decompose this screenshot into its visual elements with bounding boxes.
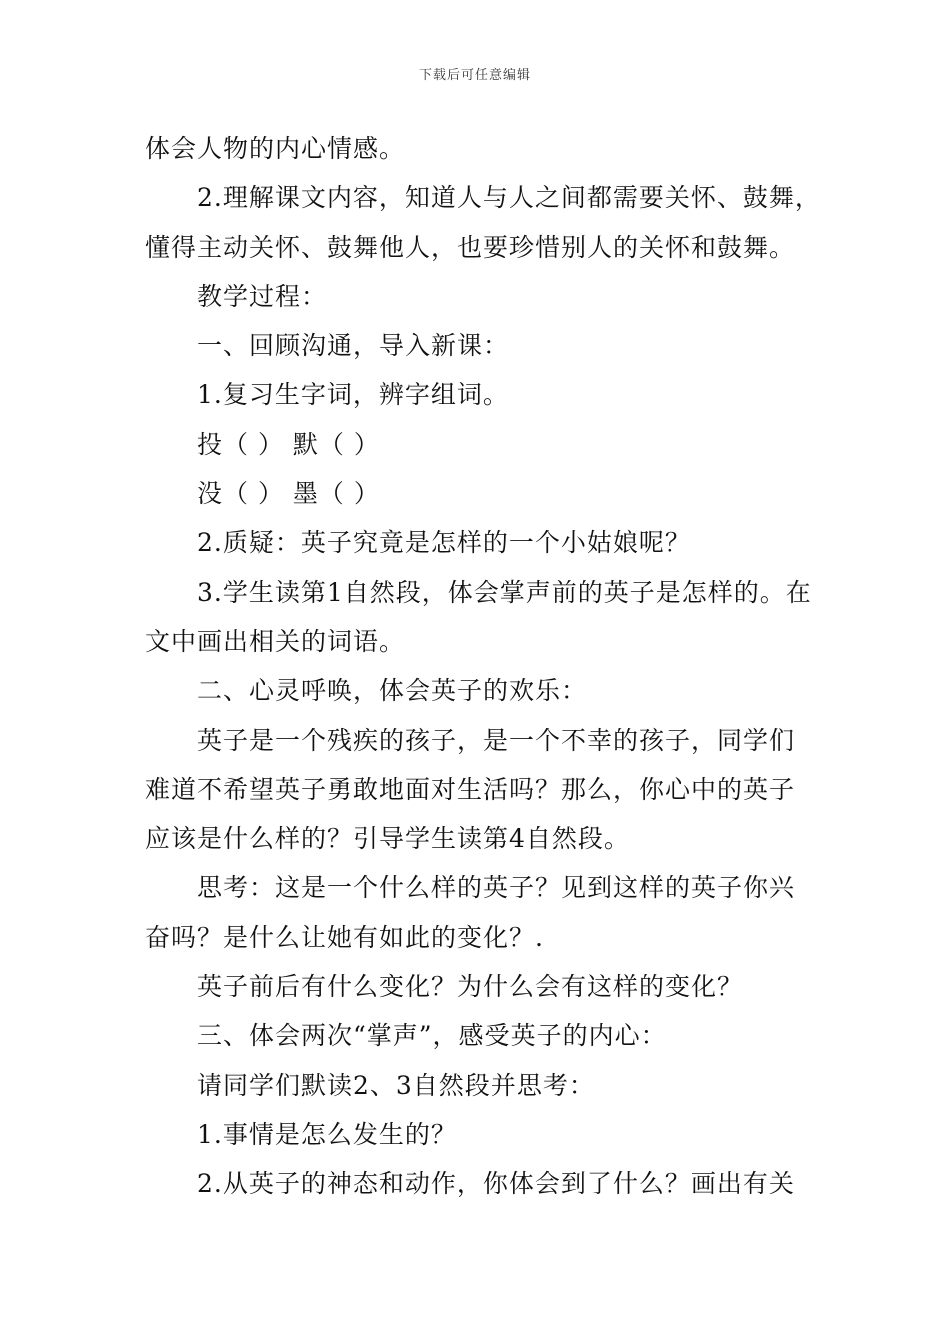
text-line: 体会人物的内心情感。 <box>145 134 406 163</box>
text-line: 英子前后有什么变化？为什么会有这样的变化？ <box>197 972 744 1002</box>
text-line: 英子是一个残疾的孩子，是一个不幸的孩子，同学们 <box>197 725 796 755</box>
section-heading: 二、心灵呼唤，体会英子的欢乐： <box>197 676 588 706</box>
text-line: 1.复习生字词，辨字组词。 <box>197 380 509 410</box>
word-exercise-line: 没（ ） 墨（ ） <box>197 479 380 509</box>
text-line: 思考：这是一个什么样的英子？见到这样的英子你兴 <box>197 873 796 903</box>
text-line: 文中画出相关的词语。 <box>145 626 406 656</box>
section-heading: 一、回顾沟通，导入新课： <box>197 331 510 361</box>
text-line: 应该是什么样的？引导学生读第4自然段。 <box>145 824 630 854</box>
section-heading: 三、体会两次“掌声”，感受英子的内心： <box>197 1021 667 1051</box>
text-line: 请同学们默读2、3自然段并思考： <box>197 1070 595 1100</box>
text-line: 难道不希望英子勇敢地面对生活吗？那么，你心中的英子 <box>145 774 796 804</box>
text-line: 教学过程： <box>197 281 328 311</box>
text-line: 2.从英子的神态和动作，你体会到了什么？画出有关 <box>197 1169 795 1199</box>
text-line: 懂得主动关怀、鼓舞他人，也要珍惜别人的关怀和鼓舞。 <box>145 232 796 262</box>
document-body <box>145 124 825 1209</box>
text-line: 2.理解课文内容，知道人与人之间都需要关怀、鼓舞， <box>197 183 821 213</box>
text-line: 3.学生读第1自然段，体会掌声前的英子是怎样的。在 <box>197 577 812 607</box>
page-header: 下载后可任意编辑 <box>418 68 531 83</box>
text-line: 2.质疑：英子究竟是怎样的一个小姑娘呢？ <box>197 528 691 558</box>
text-line: 奋吗？是什么让她有如此的变化？. <box>145 922 544 952</box>
text-line: 1.事情是怎么发生的？ <box>197 1119 457 1149</box>
word-exercise-line: 投（ ） 默（ ） <box>197 429 380 459</box>
